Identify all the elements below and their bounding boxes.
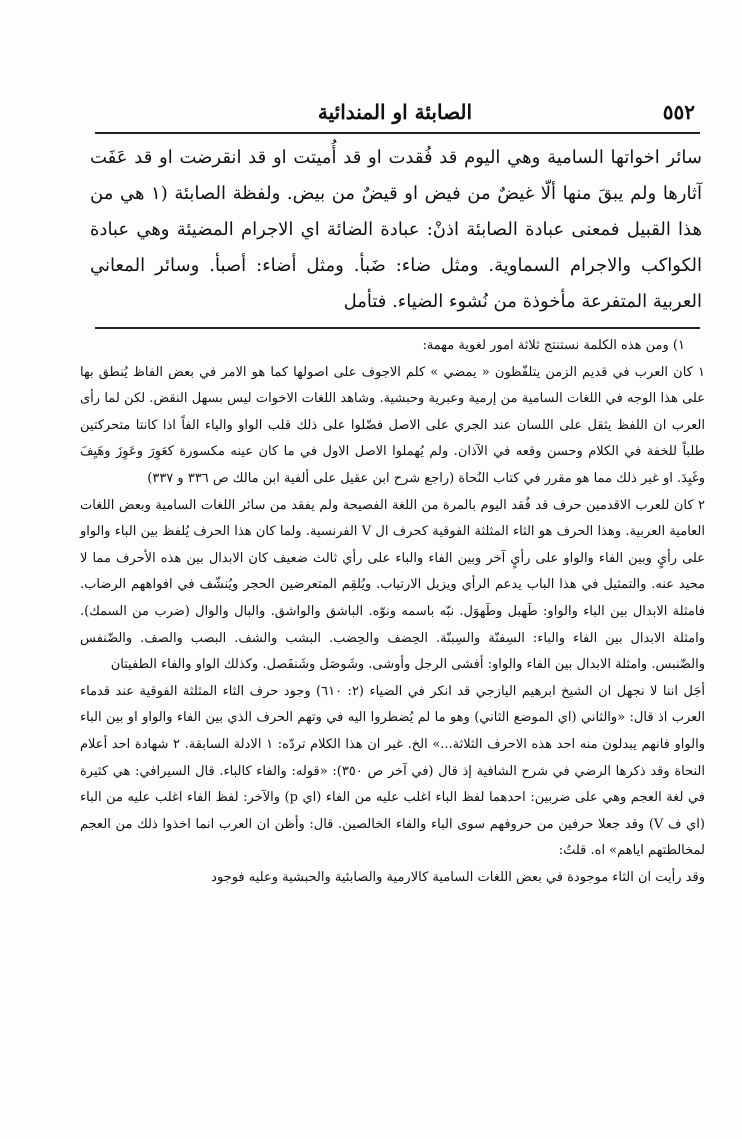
main-paragraph: سائر اخواتها السامية وهي اليوم قد فُقدت او قد أُميتت او قد انقرضت او قد عَفَت آثارها ولم يبقَ منها ألّا غيضٌ من فيض او قيضٌ من بيض. ولفظة الصابئة (١ هي من هذا القبيل فمعنى عبادة الصابئة اذنْ: عبادة الضائة اي الاجرام المضيئة وهي عبادة الكواكب والاجرام السماوية. ومثل ضاء: ضَبأ. ومثل أضاء: أصبأ. وسائر المعاني العربية المتفرعة مأخوذة من نُشوء الضياء. فتأمل: [90, 147, 702, 312]
main-text: [90, 140, 702, 320]
page-header: [95, 100, 695, 130]
footnote-paragraph-a: أجَل اننا لا نجهل ان الشيخ ابرهيم اليازجي قد انكر في الضياء (٢: ٦١٠) وجود حرف الثاء المثلثة الفوقية عند قدماء العرب اذ قال: «والثاني (اي الموضع الثاني) وهو ما لم يُضطروا اليه في وتهم الحرف الذي بين الفاء والواو او بين الباء والواو فانهم يبدلون منه احد هذه الاحرف الثلاثة...» الخ. غير ان هذا الكلام تردّه: ١ الادلة السابقة. ٢ شهادة احد أعلام النحاة وقد ذكرها الرضي في شرح الشافية إذ قال (في آخر ص ٣٥٠): «قوله: والفاء كالباء. قال السيرافي: هي كثيرة في لغة العجم وهي على ضربين: احدهما لفظ الباء اغلب عليه من الفاء (اي p) والآخر: لفظ الفاء اغلب عليه من الباء (اي ف V) وقد جعلا حرفين من حروفهم سوى الباء والفاء الخالصين. قال: وأظن ان العرب انما اخذوا ذلك من العجم لمخالطتهم اياهم» اه. قلتُ:: [80, 683, 705, 859]
footnote-separator: [95, 327, 700, 329]
page-number: ٥٥٢: [662, 100, 695, 124]
header-rule: [95, 132, 700, 134]
footnote-intro: ١) ومن هذه الكلمة نستنتج ثلاثة امور لغوية مهمة:: [422, 338, 685, 353]
running-title: الصابئة او المندائية: [317, 100, 473, 124]
footnote-point-1: ١ كان العرب في قديم الزمن يتلفّظون « يمضي » كلم الاجوف على اصولها كما هو الامر في بعض الفاظ يُنطق بها على هذا الوجه في اللغات السامية من إرمية وعبرية وحبشية. وشاهد اللغات الاخوات ليس بسهل النقض. لكن لما رأى العرب ان اللفظ يثقل على اللسان عند الجري على الاصل فضّلوا على ذلك قلب الواو والياء الفاً اذا كانتا متحركتين طلباً للخفة في الكلام وحسن وقعه في الآذان. ولم يُهملوا الاصل الاول في ما كان عينه مكسورة كعَوِرَ وعَوِزَ وهَيِفَ وغَيِدَ. او غير ذلك مما هو مقرر في كتاب النُحاة (راجع شرح ابن عقيل على ألفية ابن مالك ص ٣٣٦ و ٣٣٧): [80, 364, 706, 486]
footnote-paragraph-b: وقد رأيت ان الثاء موجودة في بعض اللغات السامية كالارمية والصابئية والحبشية وعليه فوجود: [211, 869, 705, 885]
footnote-point-2: ٢ كان للعرب الاقدمين حرف قد فُقد اليوم بالمرة من اللغة الفصيحة ولم يفقد من سائر اللغات السامية وبعض اللغات العامية العربية. وهذا الحرف هو الثاء المثلثة الفوقية كحرف ال V الفرنسية. ولما كان هذا الحرف يُلفظ بين الباء والواو على رأيٍ وبين الفاء والواو على رأيٍ آخر وبين الفاء والباء على رأي ثالث ضعيف كان الابدال بين هذه الأحرف مما لا محيد عنه. والتمثيل في هذا الباب يدعم الرأي ويزيل الارتياب. ويُلقِم المتعرضين الحجر ويُنشّف في افواههم الرضاب. فامثلة الابدال بين الباء والواو: طَهبل وطَهوَل. نبّه باسمه ونوّه. الباشق والواشق. والبال والوال (ضرب من السمك). وامثلة الابدال بين الفاء والباء: السِفنّة والسِبنّة. الحِضف والحِضب. البشب والشف. البصب والصف. والضّنفس والضّنبس. وامثلة الابدال بين الفاء والواو: أفشى الرجل وأوشى. وشَوصَل وشَنفَصل. وكذلك الواو والفاء الطفيتان: [80, 497, 705, 673]
footnotes: [80, 333, 705, 891]
